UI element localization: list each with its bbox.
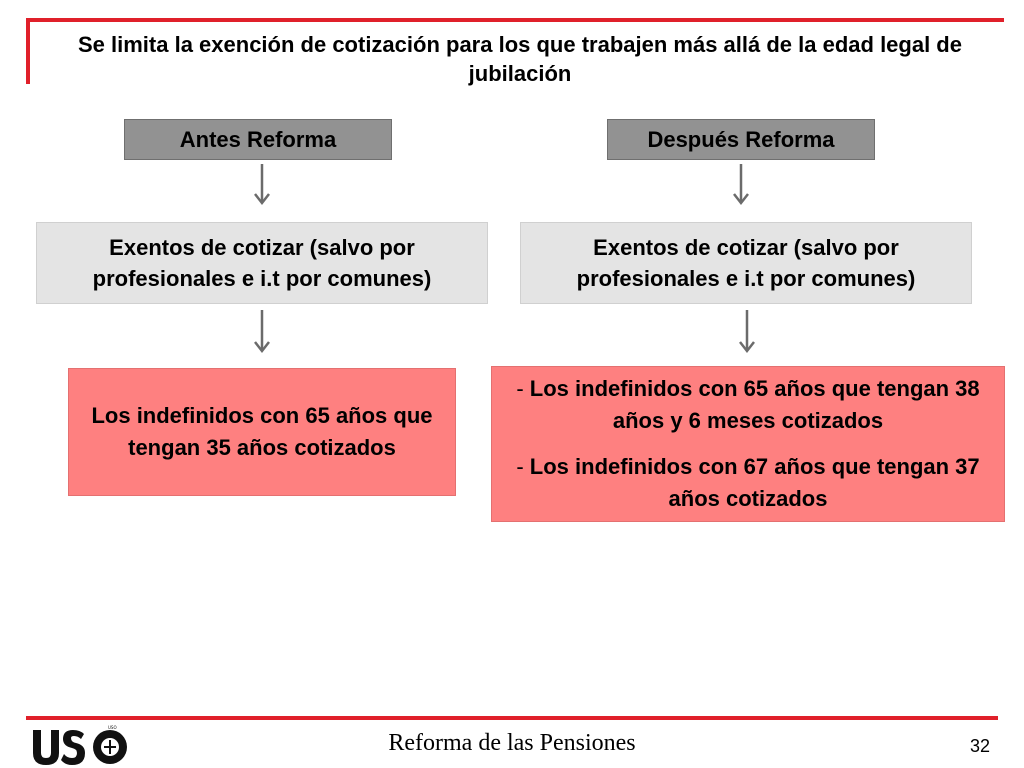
before-exempt-text: Exentos de cotizar (salvo por profesionales e i.t por comunes) [92, 235, 432, 291]
before-reform-header: Antes Reforma [124, 119, 392, 160]
before-exempt-box [36, 222, 488, 304]
arrow-down-icon [252, 308, 272, 354]
arrow-down-icon [252, 162, 272, 206]
arrow-down-icon [731, 162, 751, 206]
after-condition-box [491, 366, 1005, 522]
uso-logo [30, 725, 134, 767]
arrow-down-icon [737, 308, 757, 354]
left-red-rule [26, 18, 30, 84]
top-red-rule [28, 18, 1004, 22]
footer-title: Reforma de las Pensiones [388, 730, 636, 756]
after-condition-text: Los indefinidos con 67 años que tengan 37 años cotizados [529, 454, 980, 511]
after-exempt-box [520, 222, 972, 304]
after-condition-text: Los indefinidos con 65 años que tengan 38 años y 6 meses cotizados [529, 376, 980, 433]
logo-lettering: USO [108, 725, 117, 730]
after-condition-item [492, 451, 1004, 515]
footer-red-rule [26, 716, 998, 720]
before-condition-text: Los indefinidos con 65 años que tengan 35 años cotizados [91, 403, 433, 460]
after-exempt-text: Exentos de cotizar (salvo por profesionales e i.t por comunes) [576, 235, 916, 291]
after-reform-header: Después Reforma [607, 119, 875, 160]
page-number: 32 [969, 736, 990, 756]
bullet-dash: - [516, 454, 524, 479]
before-condition-box [68, 368, 456, 496]
bullet-dash: - [516, 376, 524, 401]
after-condition-item [492, 373, 1004, 437]
slide-title: Se limita la exención de cotización para los que trabajen más allá de la edad legal de jubilación [78, 32, 962, 86]
